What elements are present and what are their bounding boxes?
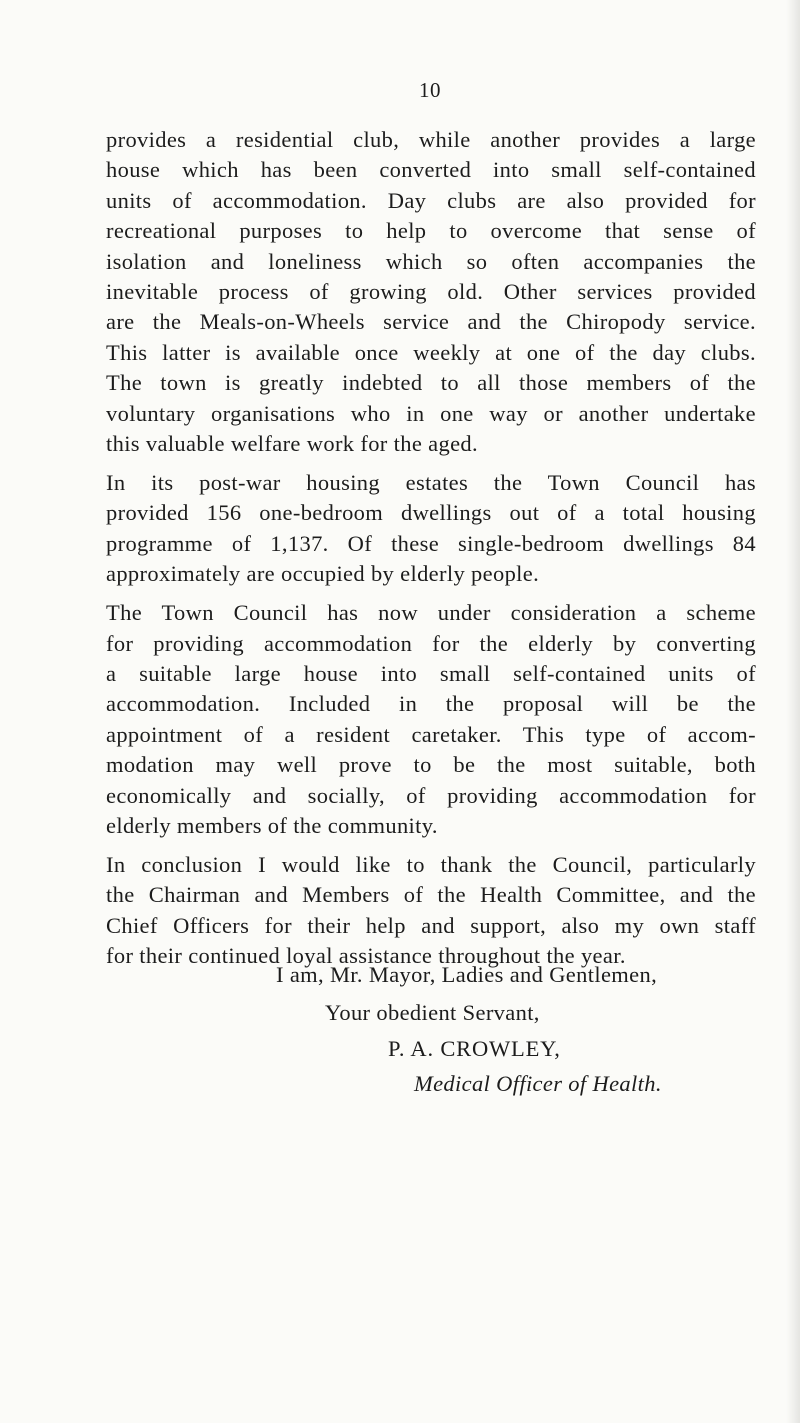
text-line: provided 156 one-bedroom dwellings out of a total housing xyxy=(106,500,756,526)
text-line: approximately are occupied by elderly people. xyxy=(106,561,540,587)
text-line: The town is greatly indebted to all those members of the xyxy=(106,370,756,396)
text-line: economically and socially, of providing accommodation for xyxy=(106,782,756,808)
paragraph xyxy=(106,125,756,459)
text-line: inevitable process of growing old. Other services provided xyxy=(106,279,756,305)
text-line: programme of 1,137. Of these single-bedroom dwellings 84 xyxy=(106,530,756,556)
paragraph xyxy=(106,850,756,972)
text-line: Chief Officers for their help and support, also my own staff xyxy=(106,912,756,938)
text-line: In conclusion I would like to thank the Council, particularly xyxy=(106,851,756,877)
text-line: for providing accommodation for the elderly by converting xyxy=(106,630,756,656)
text-line: The Town Council has now under consideration a scheme xyxy=(106,600,756,626)
text-line: isolation and loneliness which so often accompanies the xyxy=(106,248,756,274)
text-line: elderly members of the community. xyxy=(106,812,438,838)
text-line: a suitable large house into small self-contained units of xyxy=(106,660,756,686)
text-line: the Chairman and Members of the Health Committee, and the xyxy=(106,882,756,908)
page-number: 10 xyxy=(419,78,441,102)
text-line: This latter is available once weekly at one of the day clubs. xyxy=(106,339,756,365)
signature-closing: I am, Mr. Mayor, Ladies and Gentlemen, xyxy=(276,962,658,987)
signature-name: P. A. CROWLEY, xyxy=(388,1036,561,1061)
text-line: appointment of a resident caretaker. This type of accom- xyxy=(106,721,756,747)
text-line: for their continued loyal assistance throughout the year. xyxy=(106,943,626,969)
text-line: accommodation. Included in the proposal will be the xyxy=(106,691,756,717)
paragraph xyxy=(106,598,756,841)
text-line: modation may well prove to be the most suitable, both xyxy=(106,752,756,778)
body-text xyxy=(106,125,756,980)
text-line: recreational purposes to help to overcome that sense of xyxy=(106,218,756,244)
text-line: voluntary organisations who in one way or another undertake xyxy=(106,400,756,426)
text-line: In its post-war housing estates the Town Council has xyxy=(106,469,756,495)
text-line: are the Meals-on-Wheels service and the Chiropody service. xyxy=(106,309,756,335)
signature-title: Medical Officer of Health. xyxy=(414,1071,662,1096)
text-line: provides a residential club, while another provides a large xyxy=(106,127,756,152)
page-edge-shadow xyxy=(786,0,800,1423)
paragraph xyxy=(106,468,756,590)
text-line: this valuable welfare work for the aged. xyxy=(106,431,478,457)
text-line: units of accommodation. Day clubs are also provided for xyxy=(106,187,756,213)
signature-servant: Your obedient Servant, xyxy=(325,1000,540,1025)
text-line: house which has been converted into small self-contained xyxy=(106,157,756,183)
